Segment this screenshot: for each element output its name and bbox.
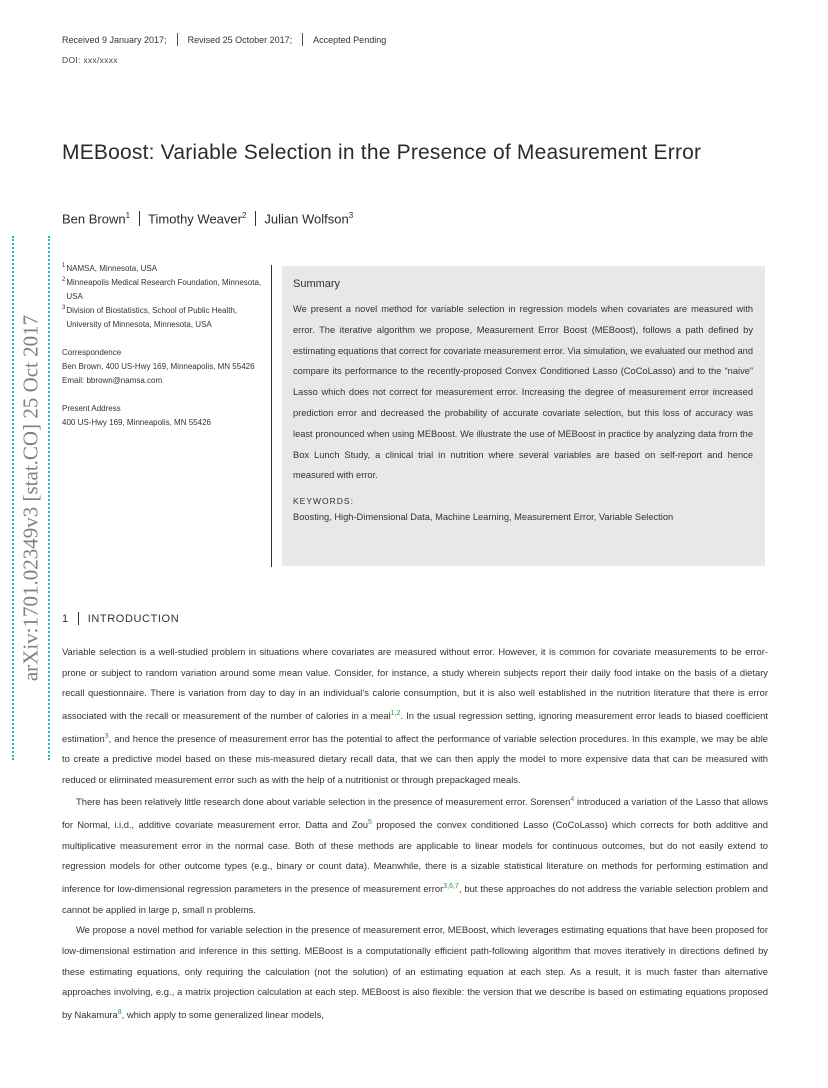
present-address-title: Present Address bbox=[62, 404, 121, 413]
citation-link[interactable]: 5 bbox=[368, 819, 372, 827]
citation-link[interactable]: 3 bbox=[104, 732, 109, 740]
present-address-text: 400 US-Hwy 169, Minneapolis, MN 55426 bbox=[62, 418, 211, 427]
arxiv-stamp: arXiv:1701.02349v3 [stat.CO] 25 Oct 2017 bbox=[18, 314, 43, 682]
author-info-sidebar bbox=[62, 262, 262, 430]
accepted-status: Accepted Pending bbox=[313, 34, 387, 45]
summary-title: Summary bbox=[293, 278, 341, 290]
section-heading bbox=[62, 612, 179, 625]
doi: DOI: xxx/xxxx bbox=[62, 55, 118, 65]
separator bbox=[302, 33, 303, 46]
section-number: 1 bbox=[62, 612, 69, 625]
author: Timothy Weaver$^2$ bbox=[148, 211, 247, 227]
paper-title: MEBoost: Variable Selection in the Presence of Measurement Error bbox=[62, 141, 702, 165]
author: Ben Brown$^1$ bbox=[62, 211, 131, 227]
section-title: INTRODUCTION bbox=[87, 612, 180, 625]
received-date: Received 9 January 2017; bbox=[62, 34, 167, 45]
column-divider bbox=[271, 265, 272, 567]
affiliation: 1 NAMSA, Minnesota, USA bbox=[62, 263, 158, 273]
affiliation: 3 Division of Biostatistics, School of Public Health, University of Minnesota, Minnesota, USA bbox=[62, 305, 238, 329]
citation-link[interactable]: 8 bbox=[117, 1008, 122, 1016]
separator bbox=[255, 211, 256, 226]
paragraph: There has been relatively little research done about variable selection in the presence of measurement error. Sorensen$^4$ introduced a variation of the Lasso that allows for Normal, i.i.d., additive covariate measurement error. Datta and Zou$^5$ proposed the convex conditioned Lasso (CoCoLasso) which corrects for both additive and multiplicative measurement error in the normal case. Both of these methods are applicable to linear models for continuous outcomes, but do not easily extend to regression models for other outcome types (e.g., binary or count data). Meanwhile, there is a sizable statistical literature on methods for performing estimation and inference for low-dimensional regression parameters in the presence of measurement error$^{3,6,7}$, but these approaches do not address the variable selection problem and cannot be applied in large p, small n problems. bbox=[62, 796, 769, 915]
paragraph: We propose a novel method for variable selection in the presence of measurement error, MEBoost, which leverages estimating equations that have been proposed for low-dimensional estimation and inference in this setting. MEBoost is a computationally efficient path-following algorithm that moves iteratively in directions defined by these estimating equations, only requiring the calculation (not the solution) of an estimating equation at each step. As a result, it is much faster than alternative approaches involving, e.g., a matrix projection calculation at each step. MEBoost is also flexible: the version that we describe is based on estimating equations proposed by Nakamura$^8$, which apply to some generalized linear models, bbox=[62, 924, 768, 1020]
summary-text: We present a novel method for variable selection in regression models when covariates are measured with error. The iterative algorithm we propose, Measurement Error Boost (MEBoost), follows a path defined by estimating equations that correct for covariate measurement error. Via simulation, we evaluated our method and compare its performance to the recently-proposed Convex Conditioned Lasso (CoCoLasso) and to the “naive” Lasso which does not correct for measurement error. Increasing the degree of measurement error increased prediction error and decreased the probability of accurate covariate selection, but this loss of accuracy was least pronounced when using MEBoost. We illustrate the use of MEBoost in practice by analyzing data from the Box Lunch Study, a clinical trial in nutrition where several variables are based on self-report and hence measured with error. bbox=[293, 304, 753, 481]
separator bbox=[78, 612, 79, 625]
separator bbox=[139, 211, 140, 226]
correspondence-text: Ben Brown, 400 US-Hwy 169, Minneapolis, MN 55426 Email: bbrown@namsa.com bbox=[62, 362, 255, 385]
article-history bbox=[62, 33, 386, 46]
affiliation: 2 Minneapolis Medical Research Foundation, Minnesota, USA bbox=[62, 277, 262, 301]
revised-date: Revised 25 October 2017; bbox=[187, 34, 293, 45]
separator bbox=[177, 33, 178, 46]
keywords-text: Boosting, High-Dimensional Data, Machine Learning, Measurement Error, Variable Selection bbox=[293, 512, 674, 523]
correspondence-title: Correspondence bbox=[62, 348, 122, 357]
author-list bbox=[62, 211, 353, 226]
citation-link[interactable]: 3,6,7 bbox=[443, 883, 459, 891]
citation-link[interactable]: 4 bbox=[570, 796, 575, 804]
author: Julian Wolfson$^3$ bbox=[264, 211, 354, 227]
paragraph: Variable selection is a well-studied problem in situations where covariates are measured without error. However, it is common for covariate measurements to be error-prone or subject to random variation around some mean value. Consider, for instance, a study wherein subjects report their daily food intake on the basis of a dietary recall questionnaire. There is variation from day to day in an individual’s calorie consumption, but it is also well established in the nutrition literature that there is error associated with the recall or measurement of the number of calories in a meal$^{1,2}$. In the usual regression setting, ignoring measurement error leads to biased coefficient estimation$^3$, and hence the presence of measurement error has the potential to affect the performance of variable selection procedures. In this example, we may be able to create a predictive model based on these mis-measured dietary recall data, that we can then apply the model to more expensive data that can be measured with reduced or eliminated measurement error such as with the help of a nutritionist or through prepackaged meals. bbox=[62, 646, 768, 785]
keywords-title: KEYWORDS: bbox=[293, 496, 354, 507]
body-text bbox=[62, 642, 768, 1025]
citation-link[interactable]: 1,2 bbox=[390, 709, 401, 717]
summary-box bbox=[282, 266, 765, 566]
